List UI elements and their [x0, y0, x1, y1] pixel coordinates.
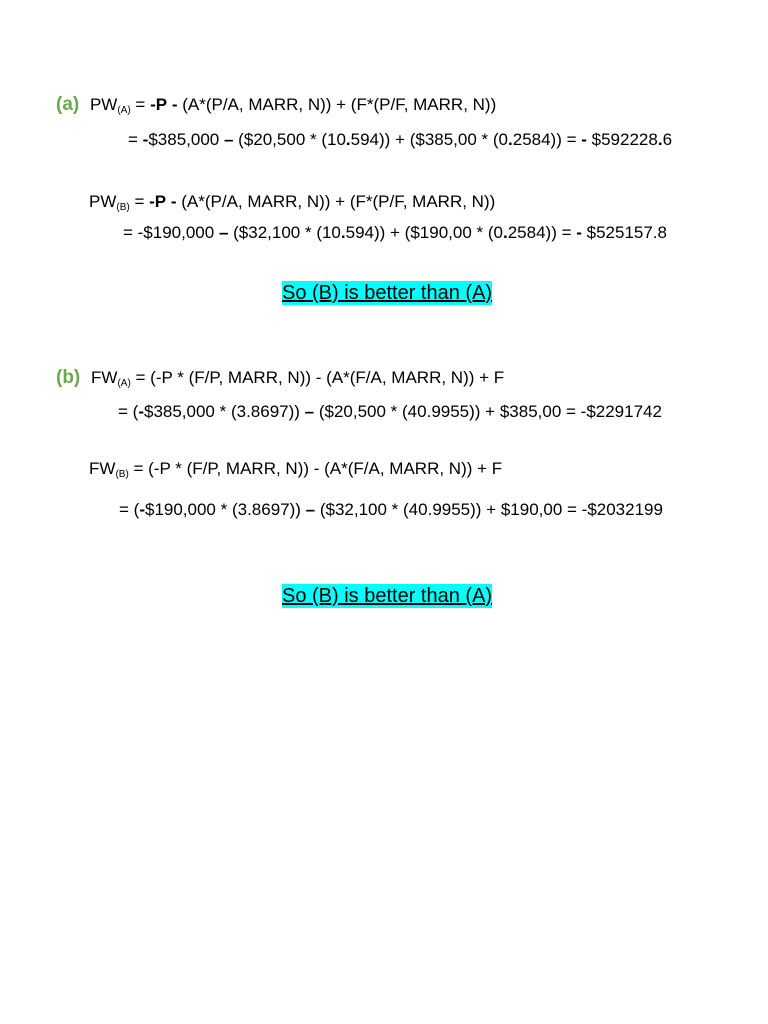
part-a-conclusion [282, 281, 492, 305]
part-b-conclusion [282, 584, 492, 608]
pw-a-calc-part1: $385,000 [148, 130, 224, 149]
pw-b-calc-dot2: . [502, 223, 508, 242]
fw-a-calc-part2: ($20,500 * (40.9955)) + $385,00 = -$2291742 [314, 402, 662, 421]
pw-a-formula-rest: (A*(P/A, MARR, N)) + (F*(P/F, MARR, N)) [177, 95, 497, 114]
pw-a-subscript: (A) [117, 105, 131, 116]
pw-b-formula-rest: (A*(P/A, MARR, N)) + (F*(P/F, MARR, N)) [176, 192, 496, 211]
pw-a-minus: - [171, 95, 178, 114]
pw-a-calc-dot3: . [657, 130, 663, 149]
pw-b-subscript: (B) [116, 202, 130, 213]
fw-a-name: FW [91, 368, 118, 387]
pw-b-calc-part1: = -$190,000 [123, 223, 219, 242]
pw-a-calc-dash: – [223, 130, 234, 149]
fw-b-calc-part2: ($32,100 * (40.9955)) + $190,00 = -$2032199 [315, 500, 663, 519]
pw-a-eq: = [130, 95, 151, 114]
fw-a-formula-line [56, 368, 504, 394]
pw-b-neg-p: -P [149, 192, 167, 211]
pw-b-eq: = [129, 192, 150, 211]
pw-a-name: PW [89, 95, 118, 114]
fw-a-calc-neg: - [138, 402, 144, 421]
fw-b-name: FW [89, 459, 116, 478]
pw-a-calc-part2: ($20,500 * (10 [233, 130, 346, 149]
pw-b-minus: - [170, 192, 177, 211]
pw-a-calculation [128, 130, 672, 150]
pw-b-name: PW [89, 192, 117, 211]
pw-a-calc-dot1: . [345, 130, 351, 149]
part-a-conclusion-text: So (B) is better than (A) [282, 282, 493, 304]
part-a-label: (a) [56, 94, 80, 115]
fw-a-calc-eq: = ( [118, 402, 139, 421]
fw-b-calc-dash: – [305, 500, 316, 519]
pw-b-calc-neg2: - [576, 223, 582, 242]
fw-a-formula: = (-P * (F/P, MARR, N)) - (A*(F/A, MARR, N)) + F [130, 368, 505, 387]
pw-b-calc-dash: – [218, 223, 229, 242]
fw-a-calc-part1: $385,000 * (3.8697)) [143, 402, 305, 421]
pw-b-calc-part5: $525157.8 [581, 223, 667, 242]
pw-b-calc-part3: 594)) + ($190,00 * (0 [345, 223, 503, 242]
fw-b-calc-neg: - [139, 500, 145, 519]
pw-a-calc-part3: 594)) + ($385,00 * (0 [350, 130, 508, 149]
pw-a-calc-part6: 6 [662, 130, 673, 149]
pw-a-calc-eq: = [128, 130, 143, 149]
fw-b-calculation [119, 500, 663, 520]
pw-a-calc-dot2: . [508, 130, 513, 149]
pw-a-calc-neg: - [142, 130, 149, 149]
pw-b-calc-dot1: . [340, 223, 346, 242]
fw-b-calc-part1: $190,000 * (3.8697)) [144, 500, 306, 519]
pw-a-calc-part5: $592228 [586, 130, 658, 149]
part-b-conclusion-text: So (B) is better than (A) [282, 585, 493, 607]
pw-a-calc-neg2: - [581, 130, 587, 149]
fw-a-calculation [118, 402, 662, 422]
fw-b-subscript: (B) [115, 469, 129, 480]
fw-b-formula: = (-P * (F/P, MARR, N)) - (A*(F/A, MARR, N)) + F [128, 459, 503, 478]
pw-a-formula-line [56, 95, 496, 121]
pw-b-calculation [123, 223, 667, 243]
fw-a-subscript: (A) [117, 378, 131, 389]
fw-b-formula-line [89, 459, 502, 485]
pw-b-calc-part2: ($32,100 * (10 [228, 223, 341, 242]
pw-b-formula-line [89, 192, 495, 218]
fw-a-calc-dash: – [304, 402, 315, 421]
pw-a-neg-p: -P [150, 95, 168, 114]
fw-b-calc-eq: = ( [119, 500, 140, 519]
pw-b-calc-part4: 2584)) = [507, 223, 577, 242]
part-b-label: (b) [56, 367, 81, 388]
pw-a-calc-part4: 2584)) = [512, 130, 582, 149]
